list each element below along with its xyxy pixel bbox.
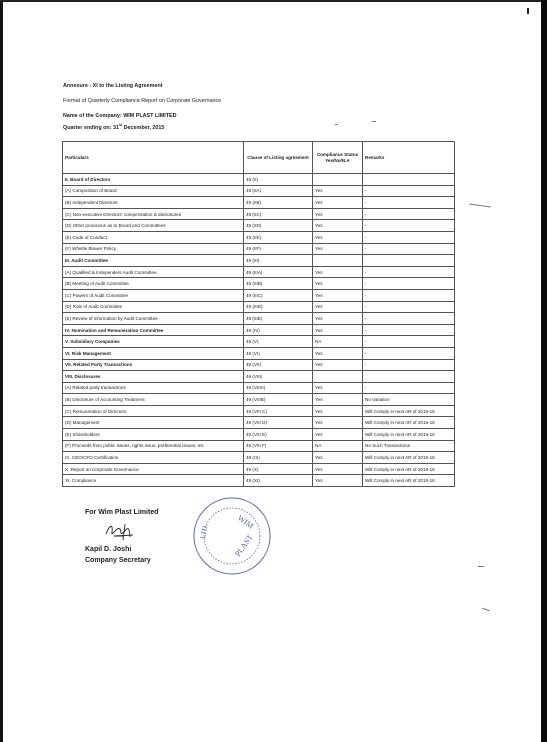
table-row <box>63 220 455 232</box>
cell-clause: 49 (VIIIA) <box>244 382 313 394</box>
cell-clause: 49 (IIIC) <box>244 289 313 301</box>
cell-clause: 49 (IIA) <box>244 185 313 197</box>
cell-particulars: XI. Compliance <box>63 475 244 487</box>
cell-remarks: No variation <box>363 394 455 406</box>
header-status: Compliance Status Yes/No/N.A <box>313 142 363 174</box>
cell-remarks: - <box>363 313 455 325</box>
cell-particulars: VI. Risk Management <box>63 347 244 359</box>
cell-remarks: Will Comply in next AR of 2015-16 <box>363 452 455 464</box>
cell-clause: 49 (VIII F) <box>244 440 313 452</box>
cell-remarks: - <box>363 208 455 220</box>
annexure-title: Annexure - XI to the Listing Agreement <box>63 83 163 89</box>
table-row <box>63 371 455 383</box>
table-row <box>63 394 455 406</box>
table-row <box>63 463 455 475</box>
cell-particulars: (B) Meeting of Audit Committee <box>63 278 244 290</box>
table-row <box>63 266 455 278</box>
cell-particulars: (D) Role of Audit Committee <box>63 301 244 313</box>
cell-remarks: Will Comply in next AR of 2015-16 <box>363 463 455 475</box>
cell-clause: 49 (VIII) <box>244 371 313 383</box>
cell-status <box>313 255 363 267</box>
cell-remarks: - <box>363 301 455 313</box>
compliance-table <box>62 141 455 487</box>
cell-clause: 49 (IIIE) <box>244 313 313 325</box>
cell-particulars: (F) Whistle Blower Policy <box>63 243 244 255</box>
cell-status: Yes <box>313 463 363 475</box>
cell-particulars: X. Report on Corporate Governance <box>63 463 244 475</box>
cell-clause: 49 (X) <box>244 463 313 475</box>
cell-status: Yes <box>313 278 363 290</box>
table-row <box>63 475 455 487</box>
company-name: Name of the Company: WIM PLAST LIMITED <box>63 113 177 119</box>
cell-remarks: - <box>363 324 455 336</box>
cell-clause: 49 (XI) <box>244 475 313 487</box>
cell-remarks: - <box>363 289 455 301</box>
cell-clause: 49 (IIID) <box>244 301 313 313</box>
cell-status: Yes <box>313 347 363 359</box>
table-row <box>63 185 455 197</box>
cell-clause: 49 (IID) <box>244 220 313 232</box>
cell-status: Yes <box>313 324 363 336</box>
cell-status: Yes <box>313 197 363 209</box>
cell-remarks: - <box>363 347 455 359</box>
table-row <box>63 405 455 417</box>
svg-text:WIM: WIM <box>235 513 256 531</box>
signatory-designation: Company Secretary <box>85 557 151 564</box>
cell-particulars: (C) Non-executive Directors' compensation & disclosures <box>63 208 244 220</box>
table-row <box>63 278 455 290</box>
cell-remarks: - <box>363 197 455 209</box>
signature-block <box>85 507 158 566</box>
cell-clause: 49 (V) <box>244 336 313 348</box>
cell-status: Yes <box>313 417 363 429</box>
table-row <box>63 382 455 394</box>
cell-status: Yes <box>313 394 363 406</box>
cell-clause: 49 (IIE) <box>244 231 313 243</box>
table-row <box>63 197 455 209</box>
cell-particulars: (D) Other provisions as to Board and Committees <box>63 220 244 232</box>
scan-speck <box>335 124 338 125</box>
cell-remarks: - <box>363 266 455 278</box>
cell-remarks: - <box>363 359 455 371</box>
cell-particulars: VII. Related Party Transactions <box>63 359 244 371</box>
cell-status: Yes <box>313 452 363 464</box>
signatory-name: Kapil D. Joshi <box>85 546 132 553</box>
table-row <box>63 440 455 452</box>
cell-clause: 49 (VI) <box>244 347 313 359</box>
cell-particulars: (A) Composition of Board <box>63 185 244 197</box>
cell-remarks: Will Comply in next AR of 2015-16 <box>363 417 455 429</box>
cell-clause: 49 (IIF) <box>244 243 313 255</box>
cell-particulars: (C) Remuneration of Directors <box>63 405 244 417</box>
cell-particulars: (B) Disclosure of Accounting Treatment <box>63 394 244 406</box>
cell-status: Yes <box>313 475 363 487</box>
quarter-ending: Quarter ending on: 31st December, 2015 <box>63 123 165 131</box>
table-row <box>63 255 455 267</box>
cell-clause: 49 (IIB) <box>244 197 313 209</box>
format-title: Format of Quarterly Compliance Report on Corporate Governance <box>63 98 222 104</box>
company-seal <box>191 495 273 577</box>
scan-speck <box>372 121 376 122</box>
cell-status: Yes <box>313 185 363 197</box>
cell-remarks: - <box>363 243 455 255</box>
cell-clause: 49 (VIIIB) <box>244 394 313 406</box>
table-row <box>63 301 455 313</box>
header-clause: Clause of Listing agreement <box>244 142 313 174</box>
table-row <box>63 243 455 255</box>
cell-status: Yes <box>313 231 363 243</box>
cell-particulars: (A) Related party transactions <box>63 382 244 394</box>
table-row <box>63 174 455 186</box>
cell-remarks <box>363 174 455 186</box>
cell-status: Yes <box>313 405 363 417</box>
cell-particulars: (B) Independent Directors <box>63 197 244 209</box>
cell-particulars: VIII. Disclosures <box>63 371 244 383</box>
handwritten-signature <box>103 520 137 542</box>
table-row <box>63 347 455 359</box>
table-row <box>63 452 455 464</box>
cell-remarks: - <box>363 278 455 290</box>
cell-clause: 49 (VIII E) <box>244 429 313 441</box>
cell-status: Yes <box>313 220 363 232</box>
cell-status: NA <box>313 336 363 348</box>
cell-particulars: IV. Nomination and Remuneration Committee <box>63 324 244 336</box>
cell-status: Yes <box>313 359 363 371</box>
table-row <box>63 313 455 325</box>
cell-remarks <box>363 255 455 267</box>
cell-remarks: - <box>363 231 455 243</box>
cell-clause: 49 (IV) <box>244 324 313 336</box>
cell-particulars: (F) Proceeds from public issues, rights issue, preferential issues, etc <box>63 440 244 452</box>
scan-speck <box>469 203 491 207</box>
header-particulars: Particulars <box>63 142 244 174</box>
scan-speck <box>478 566 484 567</box>
cell-status: Yes <box>313 243 363 255</box>
cell-particulars: V. Subsidiary Companies <box>63 336 244 348</box>
cell-remarks: - <box>363 220 455 232</box>
table-row <box>63 429 455 441</box>
cell-status <box>313 174 363 186</box>
cell-remarks: - <box>363 336 455 348</box>
scan-speck <box>527 8 529 14</box>
table-header-row <box>63 142 455 174</box>
cell-remarks: No Such Transactions <box>363 440 455 452</box>
cell-clause: 49 (VIII C) <box>244 405 313 417</box>
cell-particulars: (D) Management <box>63 417 244 429</box>
cell-remarks <box>363 371 455 383</box>
cell-particulars: (E) Shareholders <box>63 429 244 441</box>
cell-particulars: (C) Powers of Audit Committee <box>63 289 244 301</box>
cell-status: Yes <box>313 208 363 220</box>
table-row <box>63 208 455 220</box>
cell-clause: 49 (IIC) <box>244 208 313 220</box>
cell-status: Yes <box>313 301 363 313</box>
cell-remarks: Will Comply in next AR of 2015-16 <box>363 405 455 417</box>
cell-clause: 49 (IIIB) <box>244 278 313 290</box>
scan-border-top <box>0 0 547 2</box>
cell-particulars: (E) Code of Conduct <box>63 231 244 243</box>
cell-particulars: II. Board of Directors <box>63 174 244 186</box>
table-row <box>63 336 455 348</box>
scan-border-right <box>541 0 547 742</box>
cell-status: NA <box>313 440 363 452</box>
cell-status: Yes <box>313 289 363 301</box>
svg-text:LTD.: LTD. <box>199 523 210 540</box>
cell-clause: 49 (IIIA) <box>244 266 313 278</box>
cell-clause: 49 (VIII D) <box>244 417 313 429</box>
cell-clause: 49 (II) <box>244 174 313 186</box>
signatory-company: For Wim Plast Limited <box>85 509 159 516</box>
cell-remarks: Will Comply in next AR of 2015-16 <box>363 475 455 487</box>
scan-border-left <box>0 0 3 742</box>
cell-status: Yes <box>313 266 363 278</box>
cell-clause: 49 (VII) <box>244 359 313 371</box>
cell-status: Yes <box>313 313 363 325</box>
table-row <box>63 417 455 429</box>
cell-status: Yes <box>313 382 363 394</box>
table-row <box>63 289 455 301</box>
cell-status <box>313 371 363 383</box>
cell-remarks: - <box>363 185 455 197</box>
scan-speck <box>482 608 490 612</box>
table-row <box>63 324 455 336</box>
cell-clause: 49 (III) <box>244 255 313 267</box>
cell-clause: 49 (IX) <box>244 452 313 464</box>
table-row <box>63 359 455 371</box>
svg-text:PLAST: PLAST <box>233 532 255 559</box>
cell-status: Yes <box>313 429 363 441</box>
cell-remarks: - <box>363 382 455 394</box>
document-header <box>63 82 221 133</box>
cell-particulars: IX. CEO/CFO Certification <box>63 452 244 464</box>
table-row <box>63 231 455 243</box>
cell-particulars: (E) Review of information by Audit Committee <box>63 313 244 325</box>
cell-particulars: (A) Qualified & Independent Audit Committee <box>63 266 244 278</box>
cell-particulars: III. Audit Committee <box>63 255 244 267</box>
header-remarks: Remarks <box>363 142 455 174</box>
cell-remarks: Will Comply in next AR of 2015-16 <box>363 429 455 441</box>
